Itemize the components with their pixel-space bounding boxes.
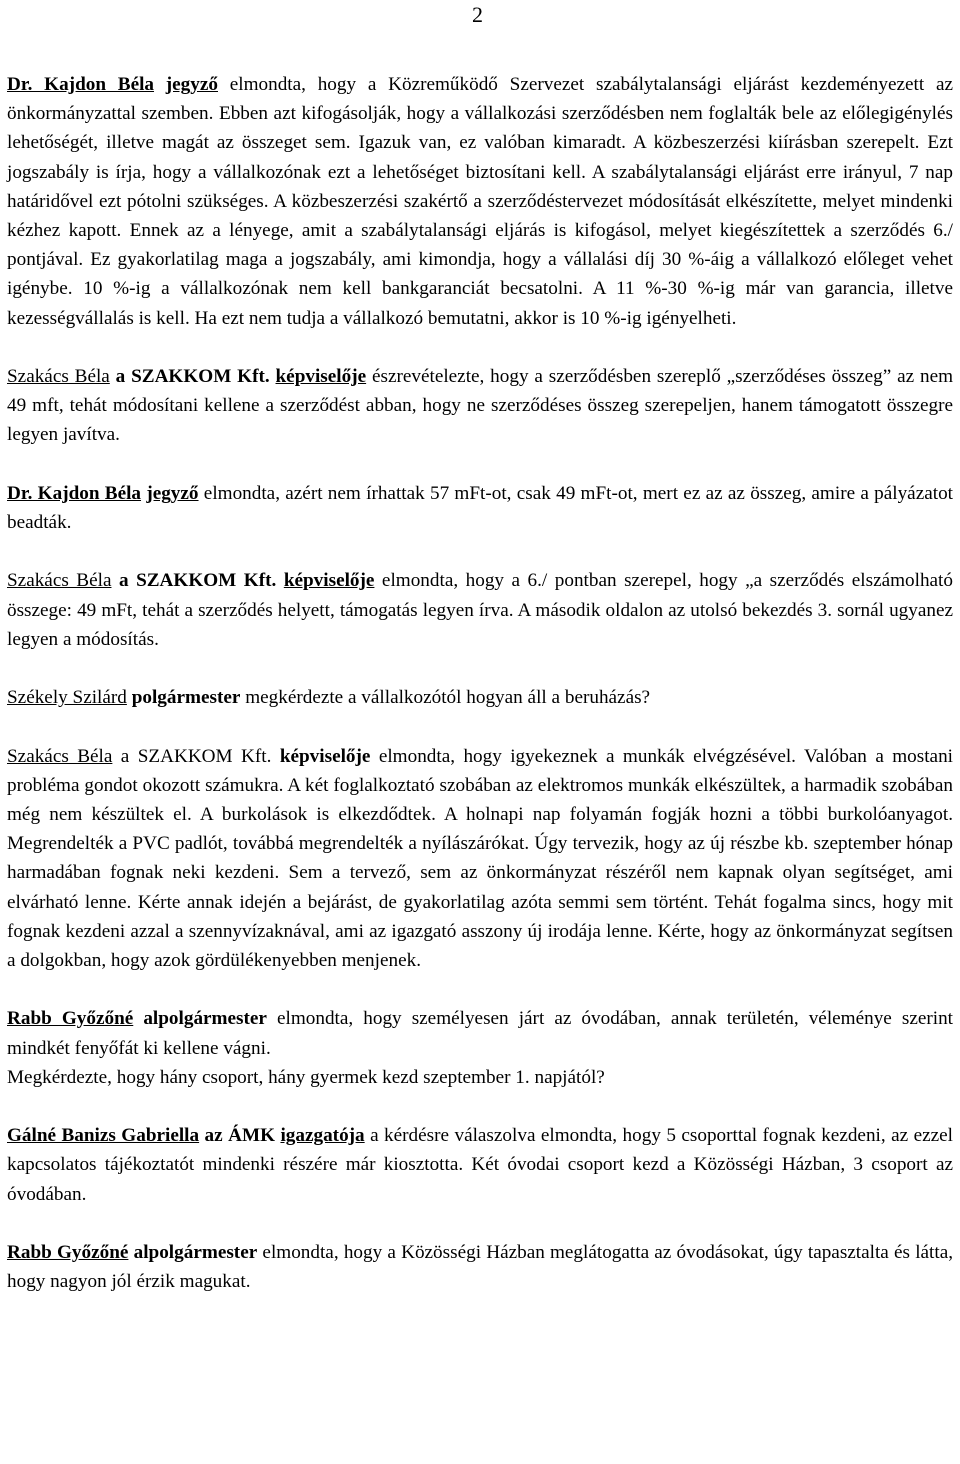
speaker-name: Székely Szilárd: [7, 687, 127, 709]
paragraph-text: elmondta, hogy igyekeznek a munkák elvégzésével. Valóban a mostani probléma gondot okozott számukra. A két foglalkoztató szobában az elektromos munkák elkészültek, a harmadik szobában még nem készültek el. A burkolások is elkezdődtek. A holnapi nap folyamán fogják hozni a többi burkolóanyagot. Megrendelték a PVC padlót, továbbá megrendelték a nyílászárókat. Úgy tervezik, hogy az új részbe kb. szeptember hónap harmadában fognak neki kezdeni. Sem a tervező, sem az önkormányzat részéről nem kapnak olyan segítséget, ami elvárható lenne. Kérte annak idején a bejárást, de gyakorlatilag azóta semmi sem történt. Tehát fogalma sincs, hogy mit fognak kezdeni azzal a szennyvízaknával, ami az igazgató asszony új irodája lenne. Kérte, hogy az önkormányzat segítsen a dolgokban, hogy azok gördülékenyebben menjenek.: [7, 745, 954, 972]
paragraph-text: megkérdezte a vállalkozótól hogyan áll a beruházás?: [240, 687, 651, 709]
speaker-role: képviselője: [279, 745, 371, 767]
speaker-name: Szakács Béla: [7, 745, 113, 767]
speaker-name: Szakács Béla: [7, 366, 110, 388]
speaker-role: képviselője: [275, 366, 367, 388]
speaker-role: alpolgármester: [133, 1242, 258, 1263]
speaker-role: jegyző: [146, 482, 199, 504]
paragraph-7: [7, 1004, 953, 1062]
speaker-name: Rabb Győzőné: [7, 1242, 129, 1263]
speaker-role: képviselője: [283, 570, 375, 592]
paragraph-7-extra: Megkérdezte, hogy hány csoport, hány gyermek kezd szeptember 1. napjától?: [7, 1066, 605, 1088]
paragraph-text: elmondta, azért nem írhattak 57 mFt-ot, csak 49 mFt-ot, mert ez az az összeg, amire a pályázatot beadták.: [7, 482, 953, 534]
page-number: 2: [472, 2, 483, 27]
paragraph-6: [7, 742, 953, 976]
paragraph-text: a kérdésre válaszolva elmondta, hogy 5 csoporttal fognak kezdeni, az ezzel kapcsolatos tájékoztatót mindenki részére már kiosztotta. Két óvodai csoport kezd a Közösségi Házban, 3 csoport az óvodában.: [7, 1125, 953, 1205]
paragraph-text: észrevételezte, hogy a szerződésben szereplő „szerződéses összeg” az nem 49 mft, tehát módosítani kellene a szerződést abban, hogy ne szerződéses összeg szerepeljen, hanem támogatott összegre legyen javítva.: [7, 366, 954, 446]
speaker-org: a SZAKKOM Kft.: [109, 366, 270, 388]
paragraph-text: elmondta, hogy a Közreműködő Szervezet szabálytalansági eljárást kezdeményezett az önkormányzattal szemben. Ebben azt kifogásolják, hogy a vállalkozási szerződésben nem foglalták bele az előlegigénylés lehetőségét, illetve magát az összeget sem. Igazuk van, ez valóban kimaradt. A közbeszerzési kiírásban szerepelt. Ezt jogszabály is írja, hogy a vállalkozónak ezt a lehetőséget biztosítani kell. A szabálytalansági eljárást erre irányul, 7 nap határidővel ezt pótolni szükséges. A közbeszerzési szakértő a szerződéstervezet módosítását elkészítette, melyet mindenki kézhez kapott. Ennek az a lényege, amit a szabálytalansági eljárás is kifogásol, melyet kiegészítettek a szerződés 6./ pontjával. Ez gyakorlatilag maga a jogszabály, ami kimondja, hogy a vállalási díj 30 %-áig a vállalkozó előleget vehet igénybe. 10 %-ig a vállalkozónak nem kell bankgaranciát becsatolni. A 11 %-30 %-ig már van garancia, illetve kezességvállalás is kell. Ha ezt nem tudja a vállalkozó bemutatni, akkor is 10 %-ig igényelheti.: [7, 74, 953, 329]
paragraph-1: [7, 70, 953, 333]
paragraph-8: [7, 1121, 953, 1209]
paragraph-text: elmondta, hogy a 6./ pontban szerepel, hogy „a szerződés elszámolható összege: 49 mFt, tehát a szerződés helyett, támogatás legyen írva. A második oldalon az utolsó bekezdés 3. sornál ugyanez legyen a módosítás.: [7, 570, 953, 650]
speaker-role: polgármester: [131, 687, 241, 709]
speaker-org: a SZAKKOM Kft.: [112, 745, 272, 767]
speaker-name: Dr. Kajdon Béla: [7, 74, 155, 95]
paragraph-3: [7, 479, 953, 537]
paragraph-2: [7, 362, 953, 450]
document-body: [7, 70, 953, 1326]
speaker-org: a SZAKKOM Kft.: [111, 570, 277, 592]
speaker-name: Gálné Banizs Gabriella: [7, 1125, 200, 1147]
speaker-name: Szakács Béla: [7, 570, 112, 592]
speaker-role: jegyző: [165, 74, 218, 95]
paragraph-5: [7, 683, 953, 712]
speaker-name: Dr. Kajdon Béla: [7, 482, 142, 504]
paragraph-text: elmondta, hogy személyesen járt az óvodában, annak területén, véleménye szerint mindkét fenyőfát ki kellene vágni.: [7, 1008, 954, 1059]
paragraph-9: [7, 1238, 953, 1296]
speaker-role: igazgatója: [280, 1125, 365, 1147]
speaker-name: Rabb Győzőné: [7, 1008, 134, 1030]
paragraph-text: elmondta, hogy a Közösségi Házban meglátogatta az óvodásokat, úgy tapasztalta és látta, hogy nagyon jól érzik magukat.: [7, 1242, 954, 1293]
paragraph-4: [7, 566, 953, 654]
speaker-org: az ÁMK: [199, 1125, 275, 1147]
speaker-role: alpolgármester: [143, 1008, 267, 1030]
